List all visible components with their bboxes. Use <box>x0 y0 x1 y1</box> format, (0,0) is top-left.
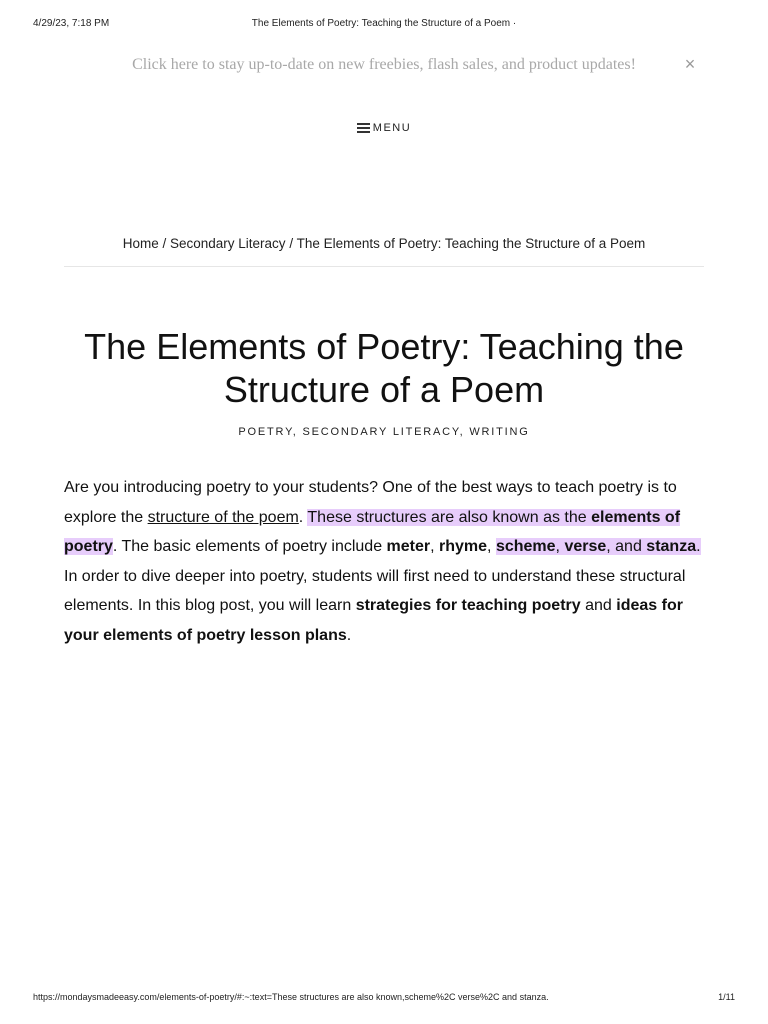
notification-banner <box>0 56 768 78</box>
text-run: . <box>298 508 308 526</box>
bold-text: verse <box>564 538 607 556</box>
bold-text: rhyme <box>439 538 488 556</box>
category-separator: , <box>459 426 470 438</box>
category-separator: , <box>292 426 303 438</box>
breadcrumb-divider <box>64 266 704 267</box>
text-run: , and <box>606 538 647 556</box>
text-run: and <box>580 597 617 615</box>
print-url: https://mondaysmadeeasy.com/elements-of-poetry/#:~:text=These structures are also known,scheme%2C verse%2C and stanza. <box>33 992 549 1002</box>
category-link-secondary-literacy[interactable]: SECONDARY LITERACY <box>302 426 460 438</box>
text-run: . <box>346 626 352 644</box>
text-run: , <box>555 538 560 556</box>
intro-paragraph <box>64 473 709 651</box>
bold-text: meter <box>386 538 431 556</box>
structure-link[interactable]: structure of the poem <box>147 508 299 526</box>
bold-text: elements of poetry <box>64 508 681 556</box>
print-footer <box>33 992 735 1006</box>
breadcrumb-current: The Elements of Poetry: Teaching the Structure of a Poem <box>296 236 646 251</box>
text-run: In order to dive deeper into poetry, students will first need to understand these structural elements. In this blog post, you will learn <box>64 567 686 615</box>
breadcrumb-home[interactable]: Home <box>122 236 159 251</box>
text-run: . The basic elements of poetry include <box>112 538 387 556</box>
menu-toggle[interactable] <box>0 122 768 136</box>
breadcrumb-separator: / <box>158 236 170 251</box>
text-run: Are you introducing poetry to your students? One of the best ways to teach poetry is to explore the <box>64 479 677 526</box>
banner-link[interactable]: Click here to stay up-to-date on new freebies, flash sales, and product updates! <box>132 56 636 73</box>
breadcrumb-separator: / <box>285 236 297 251</box>
page-title: The Elements of Poetry: Teaching the Structure of a Poem <box>84 326 684 410</box>
text-run: , <box>487 538 496 556</box>
text-run: , <box>430 538 440 556</box>
menu-button[interactable] <box>357 122 411 134</box>
text-run: These structures are also known as the <box>307 508 592 526</box>
bold-text: scheme <box>495 538 556 556</box>
category-link-writing[interactable]: WRITING <box>469 426 530 438</box>
print-date: 4/29/23, 7:18 PM <box>33 18 110 29</box>
print-header <box>33 18 735 32</box>
bold-text: stanza <box>646 538 697 556</box>
page-number: 1/11 <box>718 992 735 1002</box>
post-categories <box>0 426 768 438</box>
category-link-poetry[interactable]: POETRY <box>238 426 293 438</box>
hamburger-icon <box>357 123 370 133</box>
breadcrumb-category[interactable]: Secondary Literacy <box>170 236 286 251</box>
bold-text: strategies for teaching poetry <box>355 597 581 615</box>
bold-text: ideas for your elements of poetry lesson plans <box>64 597 683 644</box>
text-run: . <box>696 538 701 556</box>
breadcrumb <box>64 236 704 251</box>
menu-label: MENU <box>372 122 412 134</box>
close-icon[interactable]: × <box>684 54 696 74</box>
print-page-title: The Elements of Poetry: Teaching the Structure of a Poem · <box>251 18 517 29</box>
highlighted-text <box>496 538 701 555</box>
